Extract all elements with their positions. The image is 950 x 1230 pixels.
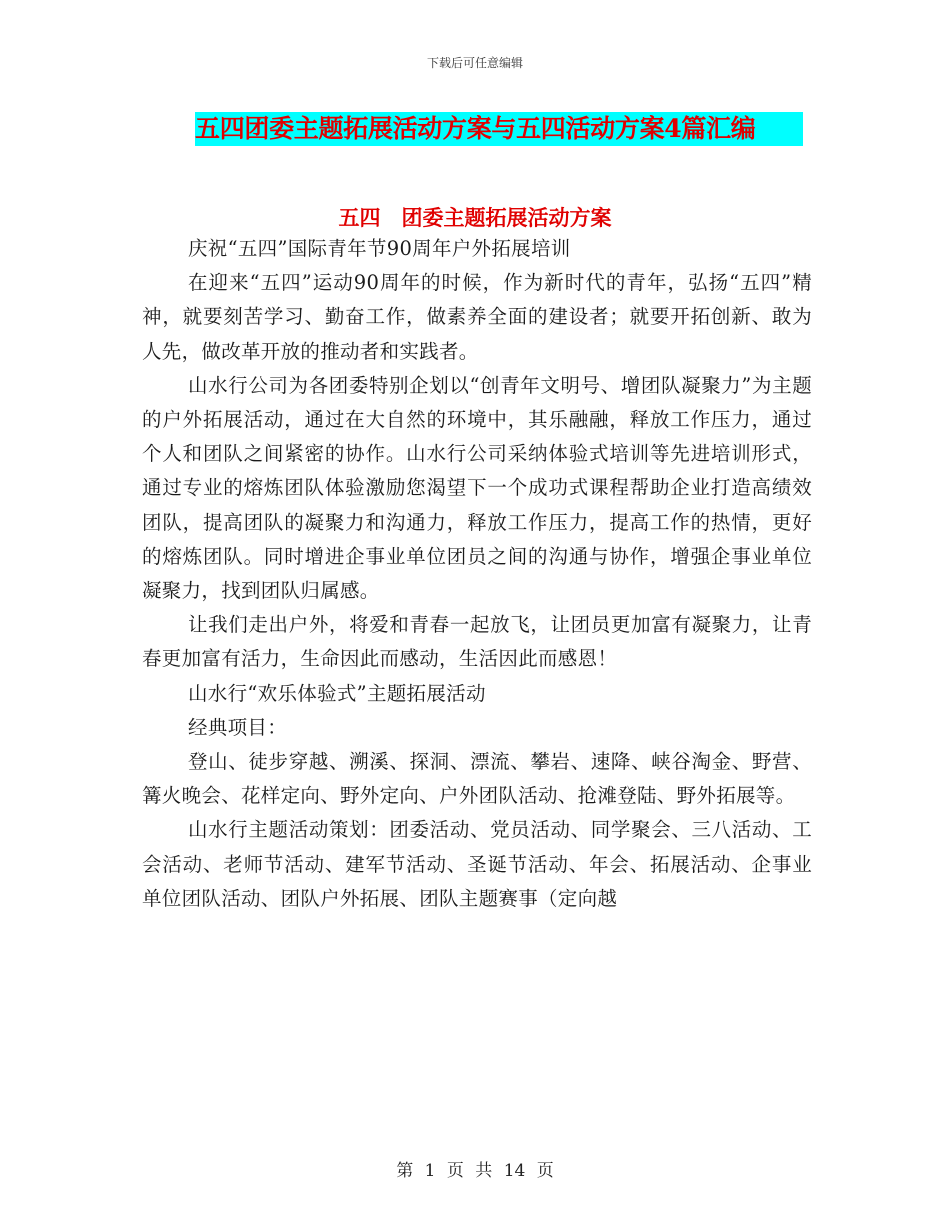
paragraph: 登山、徒步穿越、溯溪、探洞、漂流、攀岩、速降、峡谷淘金、野营、篝火晚会、花样定向、野外定向、户外团队活动、抢滩登陆、野外拓展等。 xyxy=(142,750,812,808)
paragraph: 让我们走出户外，将爱和青春一起放飞，让团员更加富有凝聚力，让青春更加富有活力，生命因此而感动，生活因此而感恩！ xyxy=(142,613,812,671)
section-heading: 五四 团委主题拓展活动方案 xyxy=(338,205,612,230)
paragraph: 庆祝“五四”国际青年节90周年户外拓展培训 xyxy=(188,237,571,260)
document-title: 五四团委主题拓展活动方案与五四活动方案4篇汇编 xyxy=(195,112,803,146)
paragraph: 在迎来“五四”运动90周年的时候，作为新时代的青年，弘扬“五四”精神，就要刻苦学习、勤奋工作，做素养全面的建设者；就要开拓创新、敢为人先，做改革开放的推动者和实践者。 xyxy=(142,271,812,363)
document-body xyxy=(142,222,812,916)
paragraph: 山水行公司为各团委特别企划以“创青年文明号、增团队凝聚力”为主题的户外拓展活动，通过在大自然的环境中，其乐融融，释放工作压力，通过个人和团队之间紧密的协作。山水行公司采纳体验式培训等先进培训形式，通过专业的熔炼团队体验激励您渴望下一个成功式课程帮助企业打造高绩效团队，提高团队的凝聚力和沟通力，释放工作压力，提高工作的热情，更好的熔炼团队。同时增进企事业单位团员之间的沟通与协作，增强企事业单位凝聚力，找到团队归属感。 xyxy=(142,373,812,603)
header-note: 下载后可任意编辑 xyxy=(426,56,523,70)
paragraph: 山水行主题活动策划：团委活动、党员活动、同学聚会、三八活动、工会活动、老师节活动、建军节活动、圣诞节活动、年会、拓展活动、企事业单位团队活动、团队户外拓展、团队主题赛事（定向越 xyxy=(142,818,812,910)
page-footer: 第 1 页 共 14 页 xyxy=(396,1161,554,1181)
paragraph: 山水行“欢乐体验式”主题拓展活动 xyxy=(188,681,486,705)
paragraph: 经典项目： xyxy=(188,715,288,739)
